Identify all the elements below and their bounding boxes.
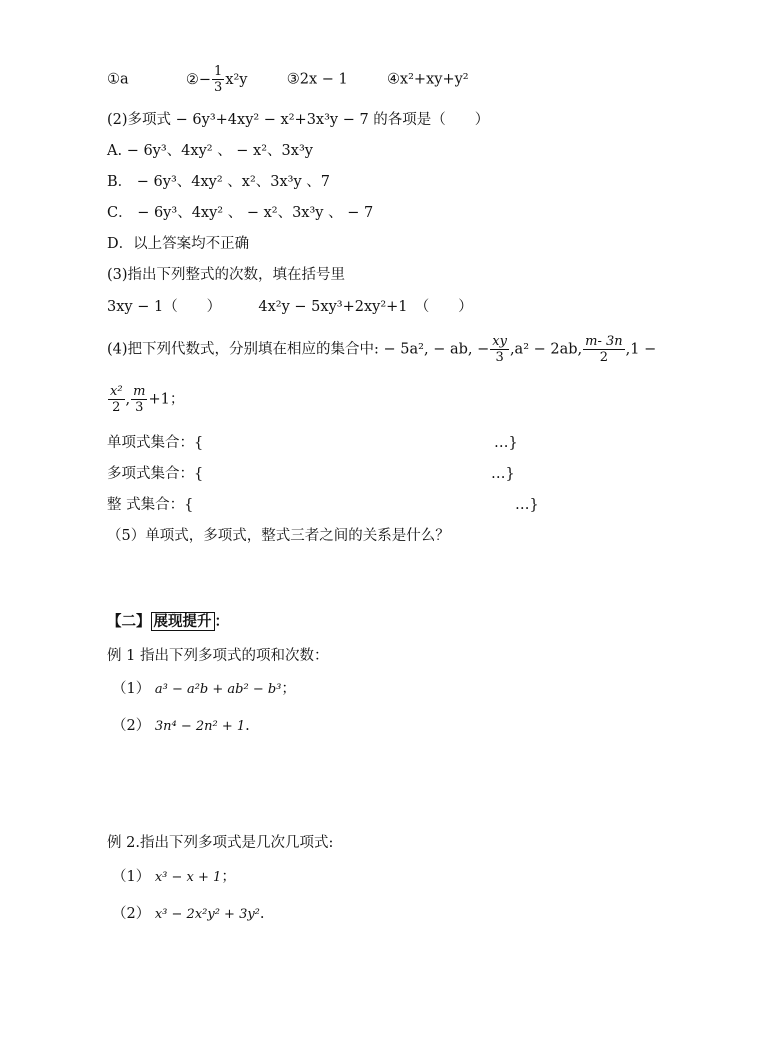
q2-option-a: A. − 6y³、4xy² 、 − x²、3x³y bbox=[107, 143, 313, 159]
option-2-fraction: $\frac{1}{3}$ bbox=[214, 64, 223, 95]
example-2-expr-2: x³ − 2x²y² + 3y² bbox=[154, 907, 260, 922]
option-2: ②− $\frac{1}{3}$ x²y bbox=[185, 64, 248, 95]
set-integral-end: …} bbox=[515, 497, 539, 513]
set-polynomial-label: 多项式集合：{ bbox=[107, 466, 204, 482]
option-3: ③2x − 1 bbox=[286, 71, 348, 88]
q4-stem: (4)把下列代数式，分别填在相应的集合中: − 5a², − ab, − $\frac{xy}{3}$ ,a² − 2ab, $\frac{m- 3n}{2}$ ,1 − bbox=[107, 334, 657, 365]
example-2-stem: 例 2.指出下列多项式是几次几项式: bbox=[107, 835, 334, 851]
section-2-title: 展现提升 bbox=[151, 612, 215, 631]
q2-option-c: C． − 6y³、4xy² 、 − x²、3x³y 、 − 7 bbox=[107, 205, 374, 221]
section-2-header: 【二】 展现提升 ： bbox=[107, 613, 229, 630]
example-1-expr-2: 3n⁴ − 2n² + 1 bbox=[154, 719, 246, 734]
example-1-stem: 例 1 指出下列多项式的项和次数： bbox=[107, 648, 329, 664]
set-monomial-end: …} bbox=[494, 435, 518, 451]
set-integral-label: 整 式集合：{ bbox=[107, 497, 194, 513]
set-polynomial-end: …} bbox=[491, 466, 515, 482]
q2-stem: (2)多项式 − 6y³+4xy² − x²+3x³y − 7 的各项是（ ） bbox=[107, 112, 490, 128]
q5-question: （5）单项式，多项式，整式三者之间的关系是什么？ bbox=[107, 528, 450, 544]
set-monomial-label: 单项式集合：{ bbox=[107, 435, 204, 451]
options-row bbox=[107, 64, 469, 95]
option-1: ①a bbox=[107, 71, 129, 88]
q3-expr-1: 3xy − 1（ ） bbox=[107, 299, 222, 315]
q4-fraction-m3n: $\frac{m- 3n}{2}$ bbox=[585, 334, 623, 365]
section-2-bracket: 【二】 bbox=[107, 613, 151, 630]
q3-exprs bbox=[107, 297, 473, 317]
example-2-item-1: （1） x³ − x + 1； bbox=[112, 869, 236, 885]
q4-fraction-x2: $\frac{\text{x²}}{2}$ bbox=[110, 384, 123, 415]
q3-stem: (3)指出下列整式的次数，填在括号里 bbox=[107, 267, 346, 283]
example-1-item-1: （1） a³ − a²b + ab² − b³； bbox=[112, 681, 296, 697]
example-2-expr-1: x³ − x + 1 bbox=[154, 870, 222, 885]
q3-expr-2: 4x²y − 5xy³+2xy²+1 （ ） bbox=[258, 299, 473, 315]
q4-fraction-m: $\frac{m}{3}$ bbox=[133, 384, 146, 415]
example-1-expr-1: a³ − a²b + ab² − b³ bbox=[154, 682, 282, 697]
example-2-item-2: （2） x³ − 2x²y² + 3y². bbox=[112, 906, 265, 922]
option-4: ④x²+xy+y² bbox=[386, 71, 469, 88]
q2-option-d: D．以上答案均不正确 bbox=[107, 236, 250, 252]
q2-option-b: B． − 6y³、4xy² 、x²、3x³y 、7 bbox=[107, 174, 331, 190]
q4-continued: $\frac{\text{x²}}{2}$ , $\frac{m}{3}$ +1； bbox=[110, 384, 185, 415]
example-1-item-2: （2） 3n⁴ − 2n² + 1. bbox=[112, 718, 250, 734]
q4-fraction-xy: $\frac{xy}{3}$ bbox=[492, 334, 507, 365]
